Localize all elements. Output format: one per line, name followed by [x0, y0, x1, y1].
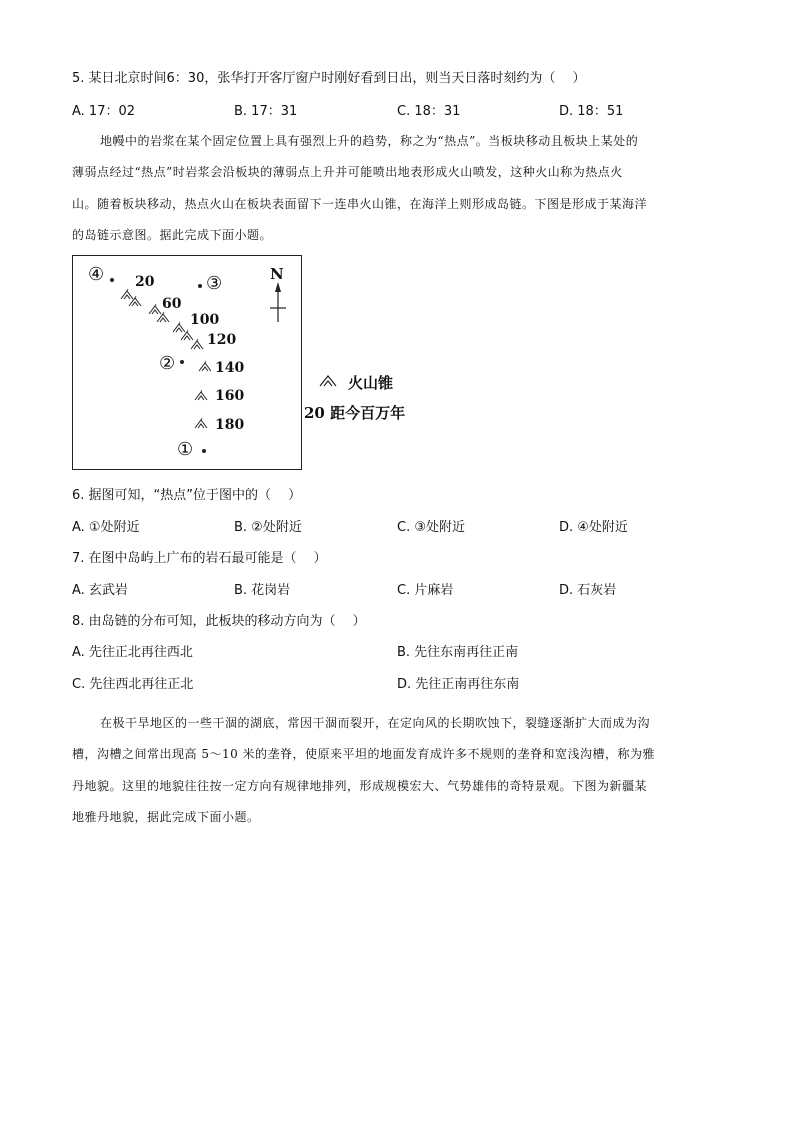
- q6-option-d: D. ④处附近: [559, 520, 628, 535]
- age-label-160: 160: [215, 388, 245, 404]
- volcano-cone-icon: [129, 296, 141, 306]
- passage2-line-1: 在极干旱地区的一些干涸的湖底，常因干涸而裂开，在定向风的长期吹蚀下，裂缝逐渐扩大而成为沟: [100, 716, 651, 730]
- location-dot-1: [202, 449, 206, 453]
- q8-option-c: C. 先往西北再往正北: [72, 677, 194, 692]
- age-label-120: 120: [207, 332, 237, 348]
- location-dot-2: [180, 360, 184, 364]
- question-6-stem: 6. 据图可知，“热点”位于图中的（ ）: [72, 488, 302, 503]
- passage2-line-4: 地雅丹地貌，据此完成下面小题。: [72, 810, 260, 824]
- q6-option-a: A. ①处附近: [72, 520, 140, 535]
- marker-2: ②: [159, 353, 176, 374]
- q6-option-c: C. ③处附近: [397, 520, 465, 535]
- passage2-line-3: 丹地貌。这里的地貌往往按一定方向有规律地排列，形成规模宏大、气势雄伟的奇特景观。下图为新疆某: [72, 779, 648, 793]
- q7-option-a: A. 玄武岩: [72, 583, 128, 598]
- volcano-cone-icon: [157, 312, 169, 322]
- passage1-line-2: 薄弱点经过“热点”时岩浆会沿板块的薄弱点上升并可能喷出地表形成火山喷发，这种火山称为热点火: [72, 165, 623, 179]
- volcano-cone-icon: [149, 304, 161, 314]
- legend-volcano-icon: [318, 372, 342, 388]
- q7-option-b: B. 花岗岩: [234, 583, 291, 598]
- q8-option-a: A. 先往正北再往西北: [72, 645, 193, 660]
- volcano-cone-icon: [173, 322, 185, 332]
- passage1-line-4: 的岛链示意图。据此完成下面小题。: [72, 228, 273, 242]
- volcano-cone-icon: [195, 390, 207, 400]
- age-label-60: 60: [162, 296, 182, 312]
- legend-cone-label: 火山锥: [348, 374, 394, 392]
- age-label-140: 140: [215, 360, 245, 376]
- island-chain-map: [72, 255, 302, 470]
- passage2-line-2: 槽，沟槽之间常出现高 5～10 米的垄脊，使原来平坦的地面发育成许多不规则的垄脊和宽浅沟槽，称为雅: [72, 747, 656, 761]
- age-label-100: 100: [190, 312, 220, 328]
- q8-option-b: B. 先往东南再往正南: [397, 645, 519, 660]
- q7-option-c: C. 片麻岩: [397, 583, 454, 598]
- passage1-line-1: 地幔中的岩浆在某个固定位置上具有强烈上升的趋势，称之为“热点”。当板块移动且板块上某处的: [100, 134, 639, 148]
- north-label: N: [270, 265, 284, 283]
- passage1-line-3: 山。随着板块移动，热点火山在板块表面留下一连串火山锥，在海洋上则形成岛链。下图是形成于某海洋: [72, 197, 648, 211]
- age-label-180: 180: [215, 417, 245, 433]
- q8-option-d: D. 先往正南再往东南: [397, 677, 520, 692]
- north-arrow-icon: [270, 282, 286, 322]
- volcano-cone-icon: [195, 418, 207, 428]
- age-label-20: 20: [135, 274, 155, 290]
- q5-option-a: A. 17：02: [72, 104, 136, 119]
- q6-option-b: B. ②处附近: [234, 520, 302, 535]
- location-dot-4: [110, 278, 114, 282]
- volcano-cone-icon: [199, 361, 211, 371]
- question-7-stem: 7. 在图中岛屿上广布的岩石最可能是（ ）: [72, 551, 327, 566]
- marker-3: ③: [206, 273, 223, 294]
- q7-option-d: D. 石灰岩: [559, 583, 617, 598]
- question-5-stem: 5. 某日北京时间6：30，张华打开客厅窗户时刚好看到日出，则当天日落时刻约为（ ）: [72, 71, 586, 86]
- volcano-cone-icon: [121, 289, 133, 299]
- q5-option-b: B. 17：31: [234, 104, 298, 119]
- question-8-stem: 8. 由岛链的分布可知，此板块的移动方向为（ ）: [72, 614, 366, 629]
- marker-1: ①: [177, 439, 194, 460]
- marker-4: ④: [88, 264, 105, 285]
- volcano-cone-icon: [181, 330, 193, 340]
- volcano-cone-icon: [191, 339, 203, 349]
- legend-age-label: 20 距今百万年: [304, 404, 406, 422]
- location-dot-3: [198, 284, 202, 288]
- q5-option-d: D. 18：51: [559, 104, 624, 119]
- q5-option-c: C. 18：31: [397, 104, 461, 119]
